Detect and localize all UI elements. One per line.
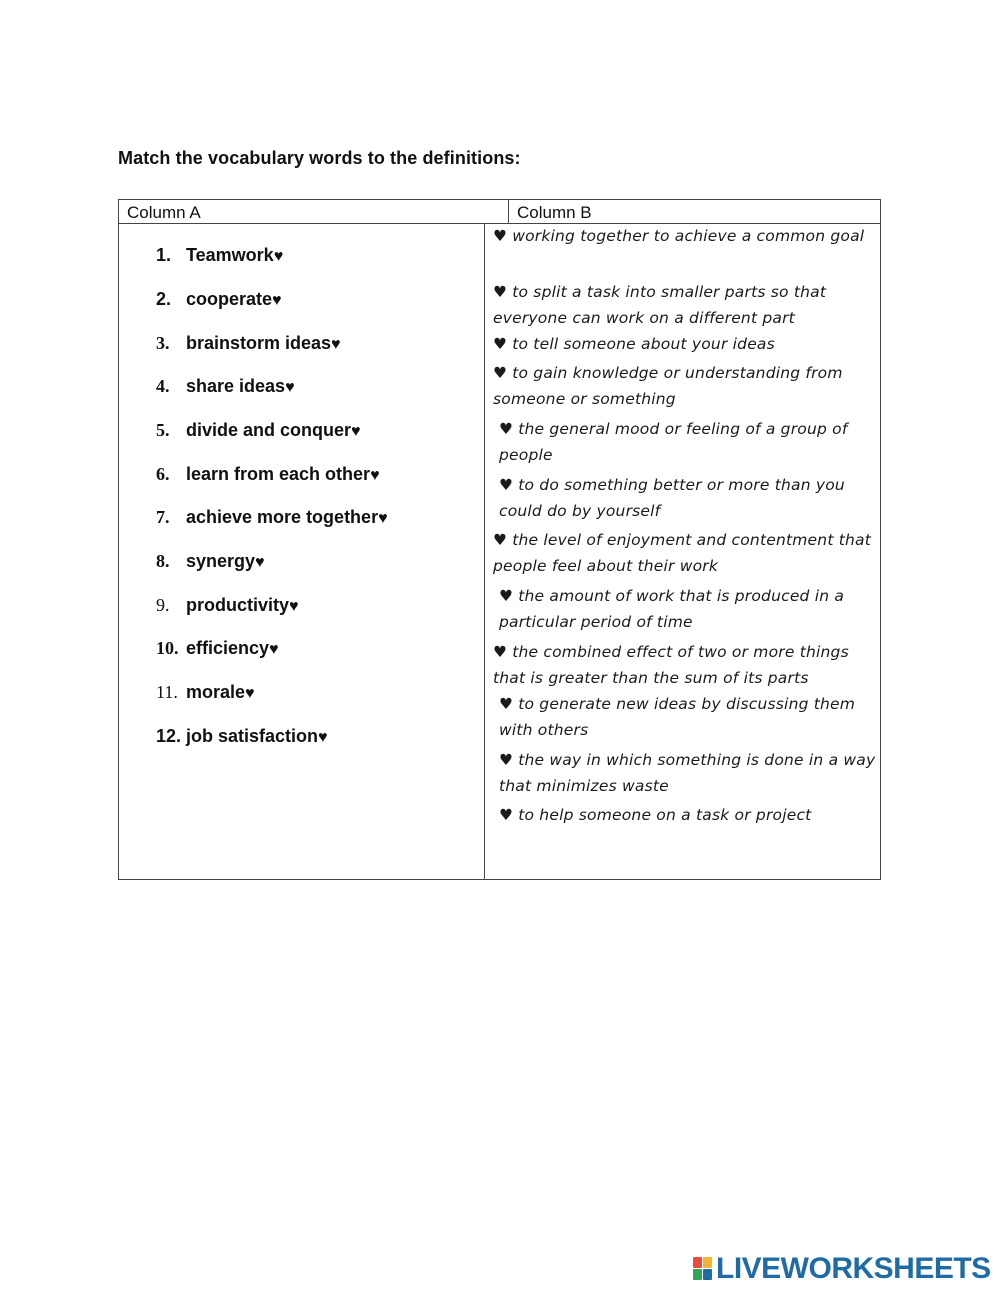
column-a-header: Column A [127,203,201,222]
heart-icon: ♥ [255,554,265,571]
item-number: 4. [156,376,170,396]
word-item[interactable] [156,333,341,357]
heart-icon: ♥ [289,598,299,615]
definition-item[interactable]: ♥ to generate new ideas by discussing them with others [499,695,856,739]
heart-icon: ♥ [318,729,328,746]
vocab-word: morale [186,682,246,702]
logo-blocks-icon [693,1257,713,1281]
definition-item[interactable]: ♥ the combined effect of two or more things that is greater than the sum of its parts [493,643,849,687]
vocab-word: Teamwork [186,245,274,265]
heart-icon: ♥ [285,379,295,396]
item-number: 12. [156,726,182,746]
table-header-row [119,200,880,224]
heart-icon: ♥ [269,641,279,658]
definition-item[interactable]: ♥ to do something better or more than you could do by yourself [499,476,845,520]
vocab-word: brainstorm ideas [186,333,332,353]
column-divider [484,223,485,880]
word-item[interactable] [156,682,255,706]
heart-icon: ♥ [370,467,380,484]
heart-icon: ♥ [331,336,341,353]
item-number: 7. [156,507,170,527]
vocab-word: efficiency [186,638,270,658]
word-item[interactable] [156,507,388,531]
word-item[interactable] [156,726,328,750]
definition-item[interactable]: ♥ to split a task into smaller parts so that everyone can work on a different part [493,283,827,327]
vocab-word: synergy [186,551,256,571]
definition-item[interactable]: ♥ the way in which something is done in a way that minimizes waste [499,751,876,795]
definition-item[interactable]: ♥ working together to achieve a common goal [493,227,865,245]
item-number: 11. [156,682,178,702]
page-title: Match the vocabulary words to the definitions: [118,148,521,168]
column-b-header: Column B [517,203,592,222]
word-item[interactable] [156,638,279,662]
word-item[interactable] [156,464,380,488]
heart-icon: ♥ [272,292,282,309]
word-item[interactable] [156,245,283,269]
definition-item[interactable]: ♥ to tell someone about your ideas [493,335,775,353]
definition-item[interactable]: ♥ the level of enjoyment and contentment that people feel about their work [493,531,871,575]
vocab-word: learn from each other [186,464,371,484]
item-number: 5. [156,420,170,440]
vocab-word: share ideas [186,376,286,396]
item-number: 3. [156,333,170,353]
header-divider [508,200,509,223]
vocab-word: productivity [186,595,290,615]
word-item[interactable] [156,376,295,400]
item-number: 10. [156,638,179,658]
vocab-word: divide and conquer [186,420,352,440]
item-number: 6. [156,464,170,484]
word-item[interactable] [156,420,361,444]
item-number: 9. [156,595,170,615]
vocab-word: achieve more together [186,507,379,527]
item-number: 8. [156,551,170,571]
vocab-word: job satisfaction [186,726,319,746]
heart-icon: ♥ [351,423,361,440]
definition-item[interactable]: ♥ to gain knowledge or understanding from someone or something [493,364,843,408]
word-item[interactable] [156,595,299,619]
item-number: 1. [156,245,172,265]
word-item[interactable] [156,289,282,313]
logo-text: LIVEWORKSHEETS [716,1252,991,1285]
vocab-word: cooperate [186,289,273,309]
definition-item[interactable]: ♥ the general mood or feeling of a group of people [499,420,848,464]
heart-icon: ♥ [378,510,388,527]
definition-item[interactable]: ♥ to help someone on a task or project [499,806,812,824]
item-number: 2. [156,289,172,309]
definition-item[interactable]: ♥ the amount of work that is produced in a particular period of time [499,587,845,631]
heart-icon: ♥ [245,685,255,702]
heart-icon: ♥ [273,248,284,265]
matching-table [118,199,881,880]
liveworksheets-logo [693,1253,991,1285]
word-item[interactable] [156,551,265,575]
